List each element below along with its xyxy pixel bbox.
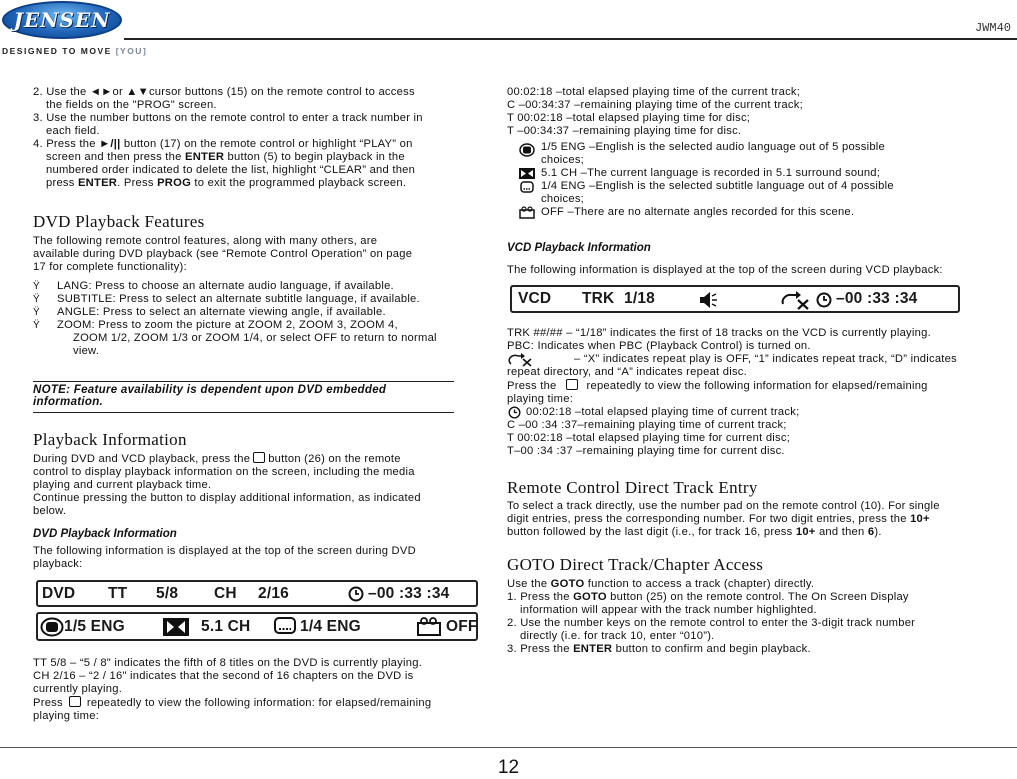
model-number: JWM40 <box>974 21 1011 35</box>
surround-icon <box>163 618 189 636</box>
bullet-lang: Ÿ LANG: Press to choose an alternate audio language, if available. <box>33 280 394 292</box>
audio-icon <box>40 617 64 637</box>
repeat-off-icon <box>780 290 810 310</box>
repeat-off-icon <box>508 352 534 367</box>
step-3: 3. Use the number buttons on the remote control to enter a track number in <box>33 112 423 124</box>
remote-direct-entry-heading: Remote Control Direct Track Entry <box>507 478 758 497</box>
goto-heading: GOTO Direct Track/Chapter Access <box>507 555 764 574</box>
subtitle-icon <box>520 181 534 194</box>
audio-icon <box>519 143 535 157</box>
play-pause-glyph: ►/|| <box>99 138 121 150</box>
clock-icon <box>816 292 832 308</box>
playback-info-body: During DVD and VCD playback, press the button (26) on the remote control to display playback information on the screen, including the media playing and current playback time. Continue pressing the button to display additional information, as indicated below. <box>33 453 421 517</box>
vcd-info-body: TRK ##/## – “1/18” indicates the first of 18 tracks on the VCD is currently playing. PBC: Indicates when PBC (Playback Control) is turned on. – “X” indicates repeat play is OFF, “1” indicates repeat track, “D” indicates repeat directory, and “A” indicates repeat disc. Press the repeatedly to view the following information for elapsed/remaining playing time: 00:02:18 –total elapsed playing time of current track; C –00 :34 :37–remaining playing time of current track; T 00:02:18 –total elapsed playing time for current disc; T–00 :34 :37 –remaining playing time for current disc. <box>507 327 957 457</box>
dvd-osd-bar-1: DVD TT 5/8 CH 2/16 –00 :33 :34 <box>36 580 478 607</box>
pbc-speaker-icon <box>698 291 718 309</box>
jensen-logo <box>2 1 122 39</box>
display-button-icon <box>69 696 81 707</box>
remote-direct-entry-body: To select a track directly, use the number pad on the remote control (10). For single digit entries, press the corresponding number. For two digit entries, press the 10+ button followed by the last digit (i.e., for track 16, press 10+ and then 6). <box>507 500 940 538</box>
dvd-features-heading: DVD Playback Features <box>33 212 205 231</box>
angle-camera-icon <box>416 617 442 637</box>
clock-icon <box>348 586 364 602</box>
right-column-times: 00:02:18 –total elapsed playing time of the current track; C –00:34:37 –remaining playing time of the current track; T 00:02:18 –total elapsed playing time for disc; T –00:34:37 –remaining playing time for disc. <box>507 86 803 137</box>
dvd-info-subheading: DVD Playback Information <box>33 528 177 540</box>
bullet-zoom: Ÿ ZOOM: Press to zoom the picture at ZOOM 2, ZOOM 3, ZOOM 4, <box>33 319 398 331</box>
feature-note: NOTE: Feature availability is dependent upon DVD embedded information. <box>33 381 454 413</box>
vcd-osd-bar: VCD TRK 1/18 –00 :33 :34 <box>510 285 960 313</box>
bullet-subtitle: Ÿ SUBTITLE: Press to select an alternate subtitle language, if available. <box>33 293 420 305</box>
header-rule <box>124 38 1017 40</box>
vcd-info-subheading: VCD Playback Information <box>507 242 651 254</box>
display-button-icon <box>253 452 265 463</box>
dvd-features-body: The following remote control features, along with many others, are available during DVD playback (see “Remote Control Operation” on page 17 for complete functionality): Ÿ LANG: Press to choose an alternate audio language, if available. Ÿ SUBTITLE: Press to select an alternate subtitle language, if available. Ÿ ANGLE: Press to select an alternate viewing angle, if available. Ÿ ZOOM: Press to zoom the picture at ZOOM 2, ZOOM 3, ZOOM 4, ZOOM 1/2, ZOOM 1/3 or ZOOM 1/4, or select OFF to return to normal view. <box>33 235 498 358</box>
page-number: 12 <box>497 757 520 778</box>
osd-icons-legend: 1/5 ENG –English is the selected audio language out of 5 possible choices; 5.1 CH –The current language is recorded in 5.1 surround sound; 1/4 ENG –English is the selected subtitle language out of 4 possible choices; OFF –There are no alternate angles recorded for this scene. <box>507 141 1012 219</box>
step-2: 2. Use the ◄►or ▲▼cursor buttons (15) on the remote control to access <box>33 86 415 98</box>
logo-text: JENSEN <box>13 8 111 32</box>
left-column: 2. Use the ◄►or ▲▼cursor buttons (15) on the remote control to access the fields on the "PROG" screen. 3. Use the number buttons on the remote control to enter a track number in each field. 4. Press the ►/|| button (17) on the remote control or highlight “PLAY” on screen and then press the ENTER button (5) to begin playback in the numbered order indicated to delete the list, highlight “CLEAR” and then press ENTER. Press PROG to exit the programmed playback screen. <box>33 86 498 190</box>
angle-camera-icon <box>519 206 535 219</box>
dvd-info-explanations: TT 5/8 – “5 / 8" indicates the fifth of 8 titles on the DVD is currently playing. CH 2/16 – “2 / 16" indicates that the second of 16 chapters on the DVD is currently playing. Press repeatedly to view the following information: for elapsed/remaining playing time: <box>33 657 432 722</box>
step-4: 4. Press the ►/|| button (17) on the remote control or highlight “PLAY” on <box>33 138 413 150</box>
display-button-icon <box>566 379 578 390</box>
goto-body: Use the GOTO function to access a track (chapter) directly. 1. Press the GOTO button (25) on the remote control. The On Screen Display information will appear with the track number highlighted. 2. Use the number keys on the remote control to enter the 3-digit track number directly (i.e. for track 10, enter “010”). 3. Press the ENTER button to confirm and begin playback. <box>507 578 916 655</box>
clock-icon <box>508 406 521 419</box>
tagline: DESIGNED TO MOVE [YOU] <box>2 46 148 56</box>
bullet-angle: Ÿ ANGLE: Press to select an alternate viewing angle, if available. <box>33 306 386 318</box>
playback-info-heading: Playback Information <box>33 430 187 449</box>
footer-rule <box>0 747 1017 748</box>
surround-icon <box>519 168 535 179</box>
subtitle-icon <box>274 617 296 637</box>
dvd-osd-bar-2: 1/5 ENG 5.1 CH 1/4 ENG OFF <box>36 612 478 641</box>
